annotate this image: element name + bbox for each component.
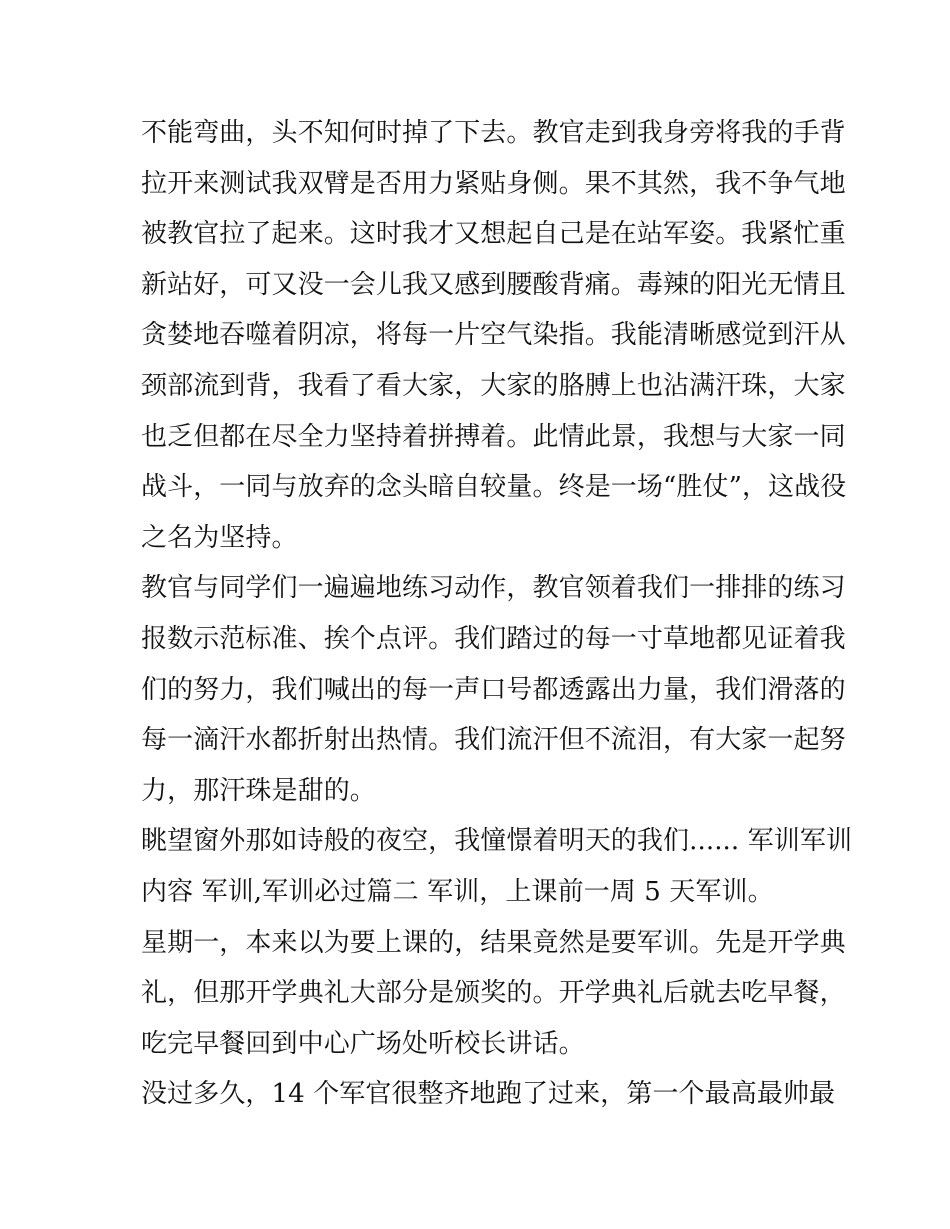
text-line: 吃完早餐回到中心广场处听校长讲话。 — [141, 1028, 585, 1059]
text-line: 力，那汗珠是甜的。 — [141, 775, 376, 806]
text-line: 内容 军训,军训必过篇二 军训，上课前一周 5 天军训。 — [141, 876, 774, 907]
text-line: 们的努力，我们喊出的每一声口号都透露出力量，我们滑落的 — [141, 674, 846, 705]
text-line: 战斗，一同与放弃的念头暗自较量。终是一场“胜仗”，这战役 — [141, 472, 847, 503]
text-line: 也乏但都在尽全力坚持着拼搏着。此情此景，我想与大家一同 — [141, 421, 846, 452]
text-line: 不能弯曲，头不知何时掉了下去。教官走到我身旁将我的手背 — [141, 118, 846, 148]
text-line: 贪婪地吞噬着阴凉，将每一片空气染指。我能清晰感觉到汗从 — [141, 320, 846, 351]
text-line: 新站好，可又没一会儿我又感到腰酸背痛。毒辣的阳光无情且 — [141, 269, 846, 300]
text-line: 拉开来测试我双臂是否用力紧贴身侧。果不其然，我不争气地 — [141, 168, 846, 199]
paragraph-3 — [141, 816, 853, 917]
paragraph-4 — [141, 918, 846, 1070]
text-line: 礼，但那开学典礼大部分是颁奖的。开学典礼后就去吃早餐， — [141, 978, 846, 1009]
text-line: 眺望窗外那如诗般的夜空，我憧憬着明天的我们...... 军训军训 — [141, 826, 853, 857]
paragraph-5 — [141, 1069, 836, 1120]
paragraph-1 — [141, 108, 847, 563]
document-body — [141, 108, 853, 1120]
text-line: 报数示范标准、挨个点评。我们踏过的每一寸草地都见证着我 — [141, 623, 846, 654]
text-line: 被教官拉了起来。这时我才又想起自己是在站军姿。我紧忙重 — [141, 219, 846, 250]
paragraph-2 — [141, 563, 846, 816]
text-line: 颈部流到背，我看了看大家，大家的胳膊上也沾满汗珠，大家 — [141, 370, 846, 401]
text-line: 没过多久，14 个军官很整齐地跑了过来，第一个最高最帅最 — [141, 1079, 836, 1110]
text-line: 教官与同学们一遍遍地练习动作，教官领着我们一排排的练习 — [141, 573, 846, 604]
text-line: 星期一，本来以为要上课的，结果竟然是要军训。先是开学典 — [141, 927, 846, 958]
text-line: 之名为坚持。 — [141, 522, 298, 553]
text-line: 每一滴汗水都折射出热情。我们流汗但不流泪，有大家一起努 — [141, 725, 846, 756]
